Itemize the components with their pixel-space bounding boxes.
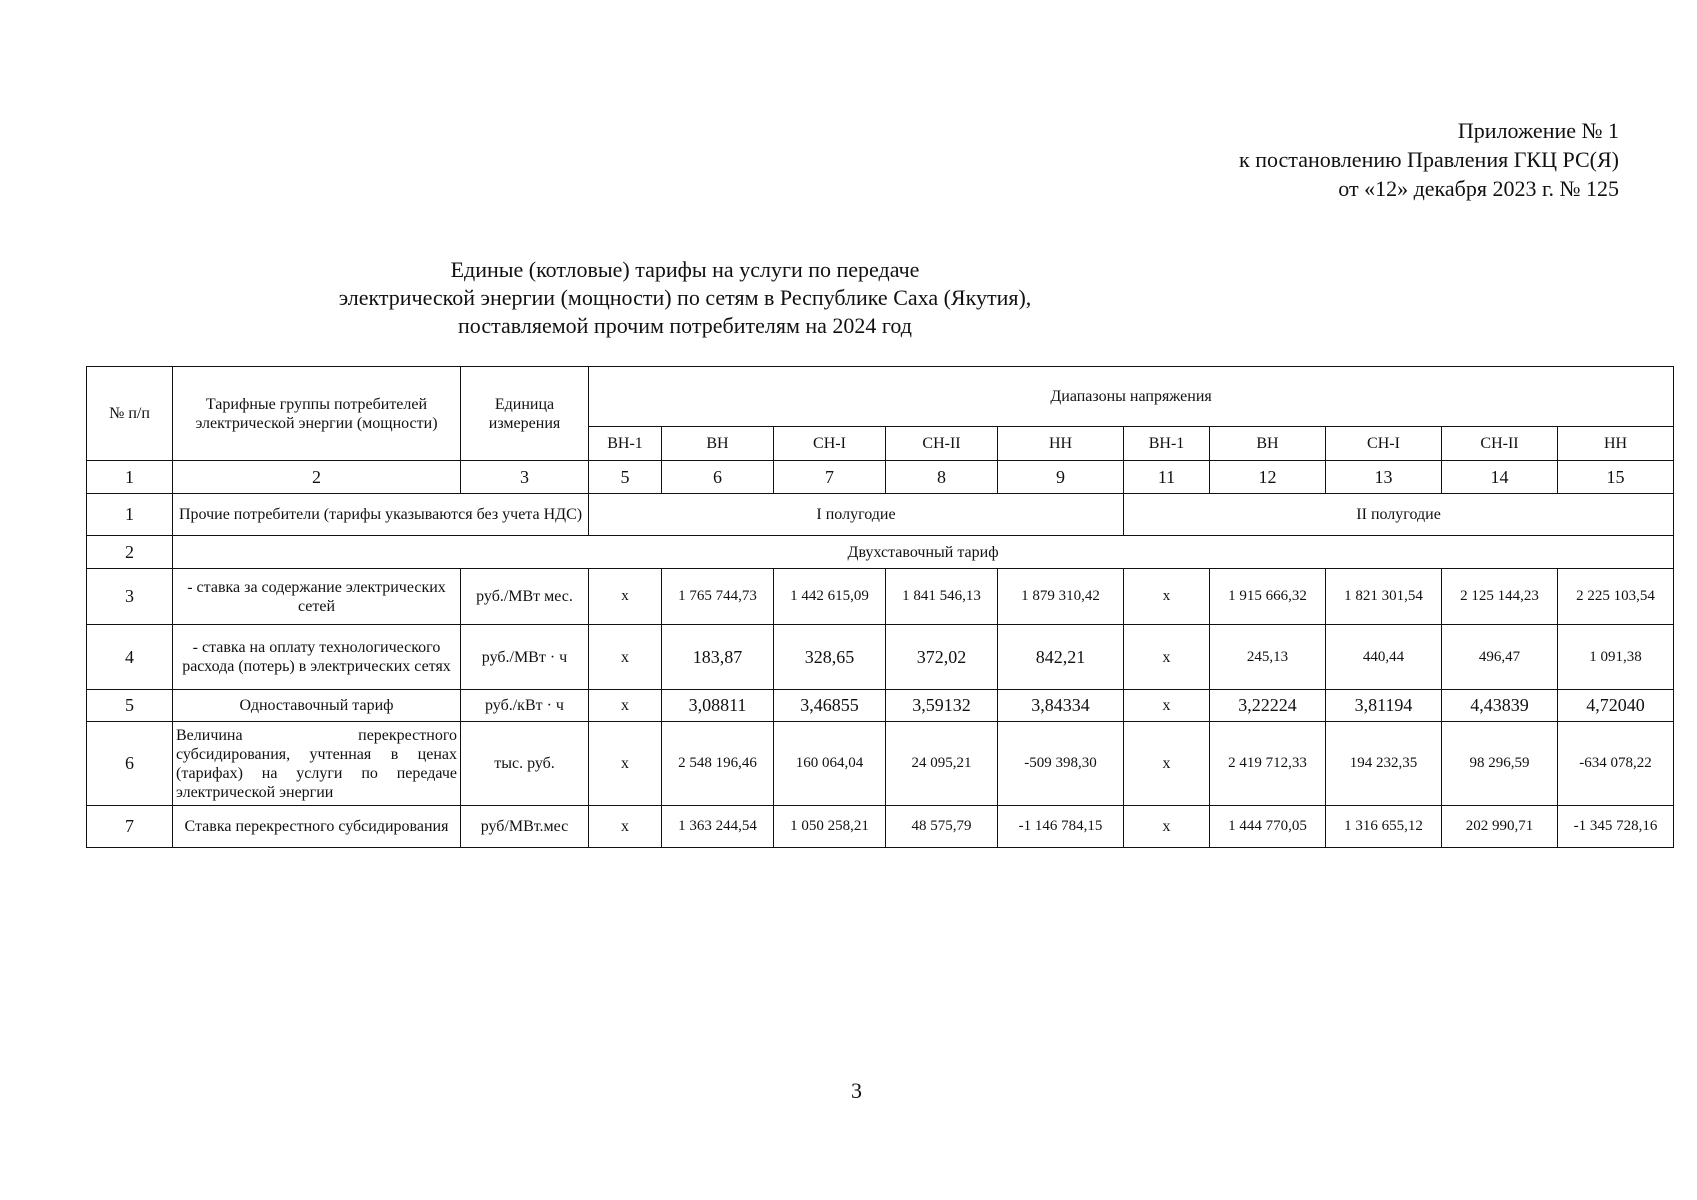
column-number: 15 xyxy=(1558,461,1674,494)
value-cell: 245,13 xyxy=(1210,625,1326,690)
row-label: - ставка на оплату технологического расхода (потерь) в электрических сетях xyxy=(173,625,461,690)
value-cell: 194 232,35 xyxy=(1326,722,1442,806)
value-cell: 3,22224 xyxy=(1210,690,1326,722)
value-cell: 3,08811 xyxy=(662,690,774,722)
page-number: 3 xyxy=(851,1078,862,1103)
column-number: 13 xyxy=(1326,461,1442,494)
value-cell: 160 064,04 xyxy=(774,722,886,806)
column-number: 12 xyxy=(1210,461,1326,494)
row-num: 2 xyxy=(87,536,173,569)
column-number: 3 xyxy=(461,461,589,494)
value-cell: х xyxy=(1124,569,1210,625)
column-number: 7 xyxy=(774,461,886,494)
value-cell: 1 363 244,54 xyxy=(662,806,774,848)
title-line-2: электрической энергии (мощности) по сетям в Республике Саха (Якутия), xyxy=(338,285,1032,310)
column-number: 5 xyxy=(589,461,662,494)
title-line-1: Единые (котловые) тарифы на услуги по передаче xyxy=(450,257,920,282)
voltage-header: СН-II xyxy=(886,427,998,461)
row-num: 3 xyxy=(87,569,173,625)
value-cell: 1 879 310,42 xyxy=(998,569,1124,625)
voltage-header: ВН-1 xyxy=(1124,427,1210,461)
table-row xyxy=(87,494,1674,536)
header-voltage-ranges: Диапазоны напряжения xyxy=(589,367,1674,427)
value-cell: 1 442 615,09 xyxy=(774,569,886,625)
voltage-header: ВН-1 xyxy=(589,427,662,461)
value-cell: -509 398,30 xyxy=(998,722,1124,806)
value-cell: х xyxy=(1124,690,1210,722)
row-unit: руб./МВт · ч xyxy=(461,625,589,690)
value-cell: х xyxy=(1124,722,1210,806)
column-number: 6 xyxy=(662,461,774,494)
row-unit: тыс. руб. xyxy=(461,722,589,806)
table-row xyxy=(87,806,1674,848)
appendix-header xyxy=(1239,116,1619,203)
value-cell: х xyxy=(589,806,662,848)
row-label-line: субсидирования, учтенная в ценах xyxy=(176,745,457,763)
table-row xyxy=(87,536,1674,569)
value-cell: 183,87 xyxy=(662,625,774,690)
appendix-line-3: от «12» декабря 2023 г. № 125 xyxy=(1338,176,1619,201)
row-unit: руб/МВт.мес xyxy=(461,806,589,848)
value-cell: 202 990,71 xyxy=(1442,806,1558,848)
column-number-row xyxy=(87,461,1674,494)
value-cell: 1 050 258,21 xyxy=(774,806,886,848)
row-num: 6 xyxy=(87,722,173,806)
value-cell: 2 125 144,23 xyxy=(1442,569,1558,625)
header-unit: Единица измерения xyxy=(461,367,589,461)
appendix-line-1: Приложение № 1 xyxy=(1457,118,1619,143)
voltage-header: СН-II xyxy=(1442,427,1558,461)
row-num: 5 xyxy=(87,690,173,722)
row-label: - ставка за содержание электрических сетей xyxy=(173,569,461,625)
value-cell: 2 548 196,46 xyxy=(662,722,774,806)
column-number: 11 xyxy=(1124,461,1210,494)
value-cell: 4,72040 xyxy=(1558,690,1674,722)
row-num: 7 xyxy=(87,806,173,848)
row-label-line: Величина перекрестного xyxy=(176,726,457,744)
column-number: 1 xyxy=(87,461,173,494)
value-cell: 1 841 546,13 xyxy=(886,569,998,625)
column-number: 2 xyxy=(173,461,461,494)
voltage-header: СН-I xyxy=(774,427,886,461)
value-cell: х xyxy=(589,625,662,690)
value-cell: 3,84334 xyxy=(998,690,1124,722)
value-cell: 842,21 xyxy=(998,625,1124,690)
value-cell: х xyxy=(589,690,662,722)
row-label: Двухставочный тариф xyxy=(173,536,1674,569)
voltage-header: НН xyxy=(1558,427,1674,461)
column-number: 8 xyxy=(886,461,998,494)
column-number: 14 xyxy=(1442,461,1558,494)
value-cell: 328,65 xyxy=(774,625,886,690)
value-cell: 3,59132 xyxy=(886,690,998,722)
table-row xyxy=(87,690,1674,722)
value-cell: 372,02 xyxy=(886,625,998,690)
value-cell: 1 821 301,54 xyxy=(1326,569,1442,625)
row-num: 4 xyxy=(87,625,173,690)
half-year-2: II полугодие xyxy=(1124,494,1674,536)
value-cell: х xyxy=(589,722,662,806)
row-unit: руб./кВт · ч xyxy=(461,690,589,722)
tariff-table xyxy=(86,366,1674,848)
header-num: № п/п xyxy=(87,367,173,461)
voltage-header: НН xyxy=(998,427,1124,461)
title-line-3: поставляемой прочим потребителям на 2024 год xyxy=(458,313,912,338)
value-cell: 98 296,59 xyxy=(1442,722,1558,806)
header-row xyxy=(87,367,1674,427)
voltage-header: СН-I xyxy=(1326,427,1442,461)
table-row xyxy=(87,569,1674,625)
row-num: 1 xyxy=(87,494,173,536)
value-cell: 1 316 655,12 xyxy=(1326,806,1442,848)
value-cell: 24 095,21 xyxy=(886,722,998,806)
table-row xyxy=(87,722,1674,806)
value-cell: х xyxy=(1124,625,1210,690)
voltage-header: ВН xyxy=(1210,427,1326,461)
voltage-header: ВН xyxy=(662,427,774,461)
row-label: Ставка перекрестного субсидирования xyxy=(173,806,461,848)
value-cell: 1 765 744,73 xyxy=(662,569,774,625)
value-cell: 496,47 xyxy=(1442,625,1558,690)
value-cell: 3,81194 xyxy=(1326,690,1442,722)
value-cell: 1 915 666,32 xyxy=(1210,569,1326,625)
value-cell: х xyxy=(589,569,662,625)
value-cell: 1 091,38 xyxy=(1558,625,1674,690)
value-cell: 4,43839 xyxy=(1442,690,1558,722)
value-cell: 1 444 770,05 xyxy=(1210,806,1326,848)
value-cell: х xyxy=(1124,806,1210,848)
row-label-line: электрической энергии xyxy=(176,783,334,801)
value-cell: 440,44 xyxy=(1326,625,1442,690)
row-unit: руб./МВт мес. xyxy=(461,569,589,625)
column-number: 9 xyxy=(998,461,1124,494)
half-year-1: I полугодие xyxy=(589,494,1124,536)
row-label: Прочие потребители (тарифы указываются без учета НДС) xyxy=(173,494,589,536)
row-label xyxy=(173,722,461,806)
value-cell: -1 146 784,15 xyxy=(998,806,1124,848)
value-cell: 3,46855 xyxy=(774,690,886,722)
document-title xyxy=(0,256,1370,340)
row-label: Одноставочный тариф xyxy=(173,690,461,722)
appendix-line-2: к постановлению Правления ГКЦ РС(Я) xyxy=(1239,147,1619,172)
value-cell: -634 078,22 xyxy=(1558,722,1674,806)
value-cell: 2 419 712,33 xyxy=(1210,722,1326,806)
table-row xyxy=(87,625,1674,690)
row-label-line: (тарифах) на услуги по передаче xyxy=(176,764,457,782)
value-cell: 2 225 103,54 xyxy=(1558,569,1674,625)
header-groups: Тарифные группы потребителей электрической энергии (мощности) xyxy=(173,367,461,461)
value-cell: -1 345 728,16 xyxy=(1558,806,1674,848)
value-cell: 48 575,79 xyxy=(886,806,998,848)
